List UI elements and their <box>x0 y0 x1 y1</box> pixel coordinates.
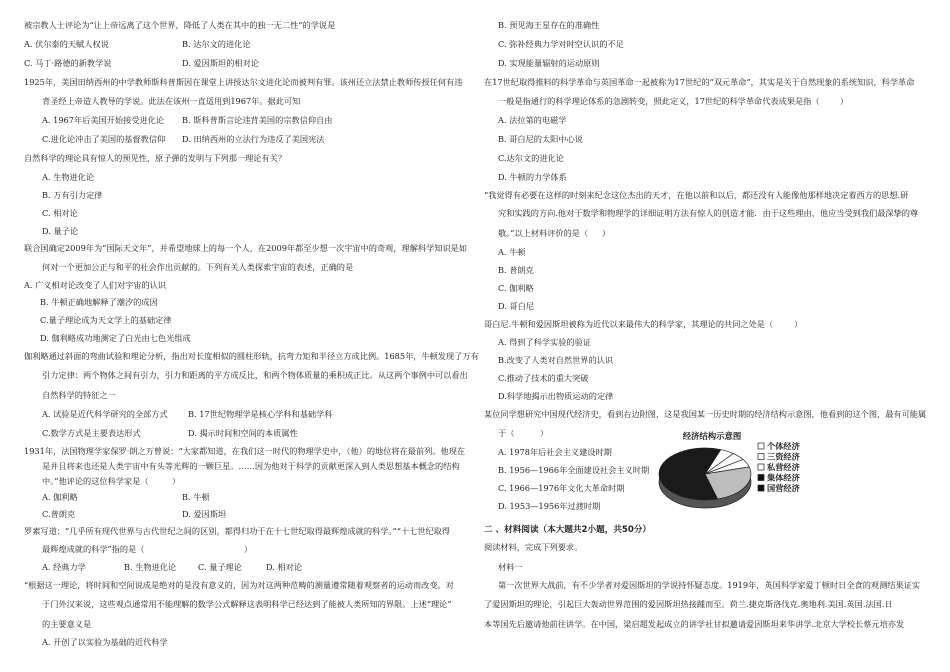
left-line: 最辉煌成就的科学”指的是（ <box>42 544 145 554</box>
left-line: 伽利略通过斜面的弯曲试验和理论分析，指出对长度相似的圆柱形轨，抗弯力矩和半径立方成比例。1685年，牛顿发现了万有 <box>24 351 479 361</box>
left-line: C.普朗克 <box>42 509 76 519</box>
left-line: D. 爱因斯坦 <box>182 509 227 519</box>
right-line: ） <box>840 96 849 106</box>
left-line: D. 量子论 <box>42 226 79 236</box>
left-line: B. 牛顿正确地解释了潮汐的成因 <box>40 297 158 307</box>
legend-marker-2 <box>758 464 764 470</box>
legend-marker-3 <box>758 475 764 481</box>
left-line: A. 生物进化论 <box>42 172 95 182</box>
right-line: A. 1978年后社会主义建设时期 <box>498 447 612 457</box>
left-line: 自然科学的特征之一 <box>42 390 116 400</box>
economic-structure-chart <box>650 428 830 510</box>
right-line: D. 牛顿的力学体系 <box>498 172 567 182</box>
right-line: D. 1953—1956年过渡时期 <box>498 501 601 511</box>
left-line: 被宗教人士评论为“让上帝远离了这个世界，降低了人类在其中的独一无二性”的学说是 <box>24 20 336 30</box>
left-line: A. 伏尔泰的天赋人权说 <box>24 39 109 49</box>
left-line: D. 田纳西州的立法行为违反了美国宪法 <box>182 134 325 144</box>
left-line: C. 马丁·路德的新教学说 <box>24 58 112 68</box>
left-line: C. 相对论 <box>42 208 78 218</box>
left-line: 何对一个更加公正与和平的社会作出贡献的。下列有关人类探索宇宙的表述，正确的是 <box>42 262 354 272</box>
pie-group <box>659 448 751 508</box>
left-line: C. 量子理论 <box>198 562 242 572</box>
left-line: 中。”他评论的这位科学家是（ <box>42 476 149 486</box>
legend-marker-0 <box>758 443 764 449</box>
left-line: D. 伽利略成功地测定了白光由七色光组成 <box>40 333 191 343</box>
right-line: 敬。”以上材料评价的是（ <box>498 228 589 238</box>
legend-label-4: 国营经济 <box>767 483 800 493</box>
right-line: B. 普朗克 <box>498 265 534 275</box>
left-line: 1931年，法国物理学家保罗·朗之万曾说：“大家都知道，在我们这一时代的物理学史中，（他）的地位将在最前列。他现在 <box>24 446 466 456</box>
right-line: “我觉得有必要在这样的时刻来纪念这位杰出的天才，在他以前和以后，都还没有人能像他那样地决定着西方的思想.研 <box>484 190 909 200</box>
left-line: B. 牛顿 <box>182 492 210 502</box>
right-line: 于（ <box>498 428 515 438</box>
left-line: 联合国确定2009年为“国际天文年”，并希望地球上的每一个人，在2009年都至少想一次宇宙中的奇观，理解科学知识是如 <box>24 243 468 253</box>
left-line: 引力定律：两个物体之间有引力，引力和距离的平方成反比，和两个物体质量的乘积成正比。从这两个事例中可以看出 <box>42 370 468 380</box>
left-line: A. 经典力学 <box>42 562 86 572</box>
left-line: A. 试验是近代科学研究的全部方式 <box>42 409 168 419</box>
legend-label-2: 私营经济 <box>767 462 800 472</box>
left-line: B. 17世纪物理学是核心学科和基础学科 <box>188 409 333 419</box>
right-line: 一般是指通行的科学理论体系的急剧转变，照此定义，17世纪的科学革命代表成果是指（ <box>498 96 820 106</box>
right-line: C.达尔文的进化论 <box>498 153 564 163</box>
right-line: D. 哥白尼 <box>498 301 535 311</box>
right-line: 某位同学想研究中国现代经济史，看到右边附图，这是我国某一历史时期的经济结构示意图，他看到的这个图，最有可能属 <box>484 409 927 419</box>
right-line: A. 得到了科学实验的验证 <box>498 337 591 347</box>
right-line: 第一次世界大战前，有不少学者对爱因斯坦的学说持怀疑态度。1919年，英国科学家爱丁顿时日全食的观测结果证实 <box>498 580 921 590</box>
left-line: 1925年，美国田纳西州的中学教师斯科普斯因在课堂上讲授达尔文进化论而被判有罪。该州还立法禁止教师传授任何有违 <box>24 77 463 87</box>
left-line: A. 开创了以实验为基础的近代科学 <box>42 637 168 647</box>
left-line: D. 爱因斯坦的相对论 <box>182 58 259 68</box>
section-title: 二 、材料阅读（本大题共2小题，共50分） <box>484 525 652 535</box>
left-line: B. 达尔文的进化论 <box>182 39 251 49</box>
left-line: “根据这一理论，将时间和空间说成是绝对的是没有意义的，因为对这两种范畴的测量遵常随着观察者的运动而改变。对 <box>24 580 454 590</box>
left-line: ） <box>172 476 181 486</box>
left-line: C.量子理论成为天文学上的基础定律 <box>40 315 172 325</box>
right-line: 究和实践的方向.他对于数学和物理学的详细证明方法有惊人的创造才能．由于这些理由，他应当受到我们最深挚的尊 <box>498 208 919 218</box>
left-line: 是并且将来也还是人类宇宙中有头等光辉的一颗巨星。……因为他对于科学的贡献更深入到人类思想基本概念的结构 <box>42 461 460 471</box>
left-line: B. 万有引力定律 <box>42 190 103 200</box>
left-line: 自然科学的理论具有惊人的预见性，原子弹的发明与下列那一理论有关？ <box>24 153 287 163</box>
right-line: ） <box>602 228 611 238</box>
left-line: ） <box>244 544 253 554</box>
left-line: 的主要意义是 <box>42 619 92 629</box>
left-line: C.进化论冲击了美国的基督教信仰 <box>42 134 166 144</box>
right-line: B. 预见海王星存在的准确性 <box>498 20 600 30</box>
right-line: B.改变了人类对自然世界的认识 <box>498 355 614 365</box>
right-line: D. 实现能量辐射的运动原则 <box>498 58 600 68</box>
right-line: 材料一 <box>498 562 523 572</box>
left-line: B. 斯科普斯言论违背美国的宗教信仰自由 <box>182 115 333 125</box>
left-line: C.数学方式是主要表达形式 <box>42 428 141 438</box>
legend-marker-1 <box>758 454 764 460</box>
right-line: 阅读材料，完成下列要求。 <box>484 542 583 552</box>
right-line: 哥白尼.牛顿和爱因斯坦被称为近代以来最伟大的科学家，其理论的共同之处是（ <box>484 319 774 329</box>
legend-label-3: 集体经济 <box>767 472 800 483</box>
right-line: 在17世纪取得推料的科学革命与英国革命一起被称为17世纪的“双元革命”，其实是关于自然现象的系统知识，科学革命 <box>484 77 915 87</box>
left-line: A. 1967年后美国开始接受进化论 <box>42 115 165 125</box>
left-line: A. 伽利略 <box>42 492 78 502</box>
left-line: B. 生物进化论 <box>124 562 177 572</box>
chart-legend <box>758 441 801 493</box>
right-line: C. 1966—1976年文化大革命时期 <box>498 483 625 493</box>
right-line: C.推动了技术的重大突破 <box>498 373 589 383</box>
chart-title: 经济结构示意图 <box>682 431 742 441</box>
left-line: 背圣经上帝造人教导的学说。此法在该州一直适用到1967年。据此可知 <box>42 96 301 106</box>
right-line: B. 哥白尼的太阳中心说 <box>498 134 583 144</box>
right-line: 本等国先后邀请他前往讲学。在中国，梁启超发起成立的讲学社甘拟邀请爱因斯坦来华讲学.北京大学校长蔡元培亦发 <box>484 619 905 629</box>
legend-marker-4 <box>758 485 764 491</box>
left-line: 于门外汉来说，这些观点通常用不能理解的数学公式解释这表明科学已经达到了能被人类所知的界限。上述“理论” <box>42 599 452 609</box>
right-line: C. 伽利略 <box>498 283 534 293</box>
right-line: A. 法拉第的电磁学 <box>498 115 567 125</box>
legend-label-0: 个体经济 <box>767 441 800 451</box>
right-line: ） <box>540 428 549 438</box>
right-line: ） <box>794 319 803 329</box>
left-line: A. 广义相对论改变了人们对宇宙的认识 <box>24 280 167 290</box>
right-line: C. 弥补经典力学对时空认识的不足 <box>498 39 624 49</box>
left-line: D. 揭示时间和空间的本质属性 <box>188 428 298 438</box>
legend-label-1: 三资经济 <box>767 451 800 462</box>
right-line: D.科学地揭示出物质运动的定律 <box>498 391 614 401</box>
left-line: D. 相对论 <box>266 562 303 572</box>
left-line: 罗素写道：“几乎所有现代世界与古代世纪之间的区别，都得归功于在十七世纪取得最辉煌成就的科学。”“十七世纪取得 <box>24 526 451 536</box>
right-line: B. 1956—1966年全面建设社会主义时期 <box>498 465 650 475</box>
right-line: A. 牛顿 <box>498 247 526 257</box>
right-line: 了爱因斯坦的理论，引起巨大轰动世界范围的爱因斯坦热接踵而至。荷兰.捷克斯洛伐克.奥地利.美国.英国.法国.日 <box>484 599 893 609</box>
